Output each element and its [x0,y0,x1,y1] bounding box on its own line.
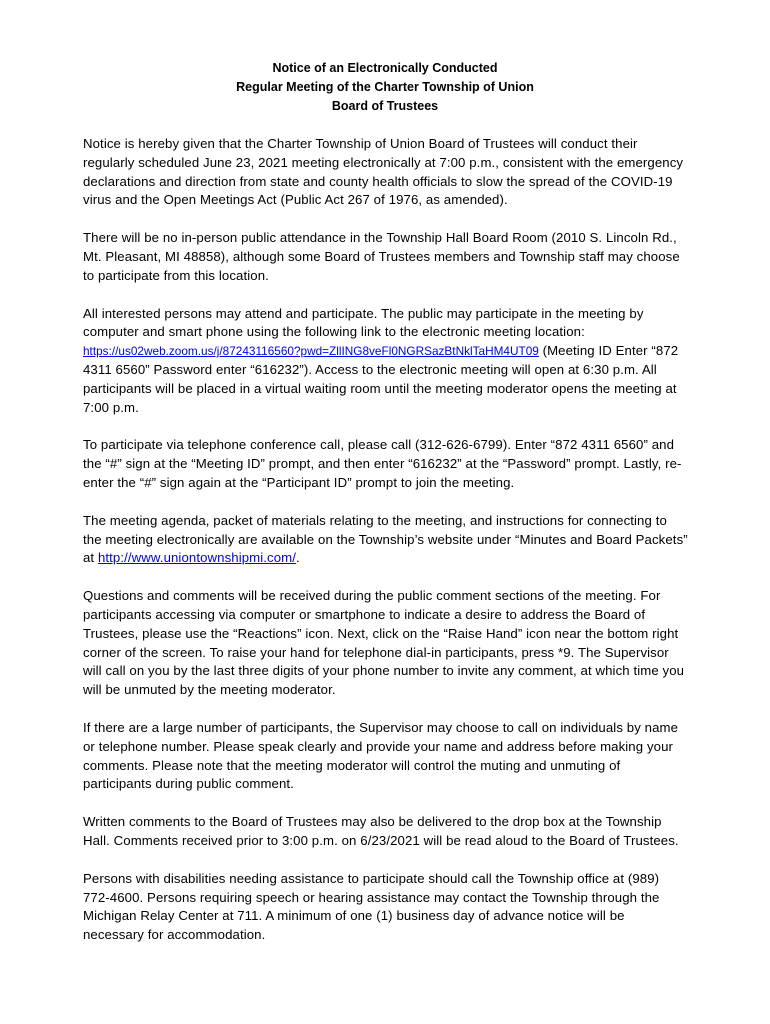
notice-body [83,135,688,964]
paragraph-written-comments: Written comments to the Board of Trustees may also be delivered to the drop box at the Township Hall. Comments received prior to 3:00 p.m. on 6/23/2021 will be read aloud to the Board of Trustees. [83,814,679,848]
title-line-3: Board of Trustees [331,99,439,113]
paragraph-disabilities: Persons with disabilities needing assistance to participate should call the Township office at (989) 772-4600. Persons requiring speech or hearing assistance may contact the Township through the Michigan Relay Center at 711. A minimum of one (1) business day of advance notice will be necessary for accommodation. [83,870,660,943]
participation-text-after: (Meeting ID Enter “872 4311 6560” Password enter “616232”). Access to the electronic meeting will open at 6:30 p.m. All participants will be placed in a virtual waiting room until the meeting moderator opens the meeting at 7:00 p.m. [83,343,679,415]
paragraph-agenda [83,512,688,568]
notice-title [0,59,770,116]
paragraph-questions: Questions and comments will be received during the public comment sections of the meeting. For participants accessing via computer or smartphone to indicate a desire to address the Board of Trustees, please use the “Reactions” icon. Next, click on the “Raise Hand” icon near the bottom right corner of the screen. To raise your hand for telephone dial-in participants, press *9. The Supervisor will call on you by the last three digits of your phone number to invite any comment, at which time you will be unmuted by the meeting moderator. [83,588,685,698]
title-line-2: Regular Meeting of the Charter Township of Union [236,80,534,94]
paragraph-no-in-person: There will be no in-person public attendance in the Township Hall Board Room (2010 S. Lincoln Rd., Mt. Pleasant, MI 48858), although some Board of Trustees members and Township staff may choose to participate from this location. [83,230,680,283]
paragraph-participation [83,305,688,418]
paragraph-large-participants: If there are a large number of participants, the Supervisor may choose to call on individuals by name or telephone number. Please speak clearly and provide your name and address before making your comments. Please note that the meeting moderator will control the muting and unmuting of participants during public comment. [83,719,679,792]
township-website-link[interactable]: http://www.uniontownshipmi.com/ [97,550,297,566]
participation-text-before: All interested persons may attend and participate. The public may participate in the meeting by computer and smart phone using the following link to the electronic meeting location: [83,305,644,340]
zoom-meeting-link[interactable]: https://us02web.zoom.us/j/87243116560?pwd=ZllING8veFl0NGRSazBtNklTaHM4UT09 [83,344,539,359]
title-line-1: Notice of an Electronically Conducted [272,61,498,75]
paragraph-telephone: To participate via telephone conference call, please call (312-626-6799). Enter “872 4311 6560” and the “#” sign at the “Meeting ID” prompt, and then enter “616232” at the “Password” prompt. Lastly, re-enter the “#” sign again at the “Participant ID” prompt to join the meeting. [83,437,682,490]
agenda-text-after: . [296,550,300,566]
paragraph-notice: Notice is hereby given that the Charter Township of Union Board of Trustees will conduct their regularly scheduled June 23, 2021 meeting electronically at 7:00 p.m., consistent with the emergency declarations and direction from state and county health officials to slow the spread of the COVID-19 virus and the Open Meetings Act (Public Act 267 of 1976, as amended). [83,136,684,208]
agenda-text-before: The meeting agenda, packet of materials relating to the meeting, and instructions for connecting to the meeting electronically are available on the Township’s website under “Minutes and Board Packets” at [83,512,688,566]
